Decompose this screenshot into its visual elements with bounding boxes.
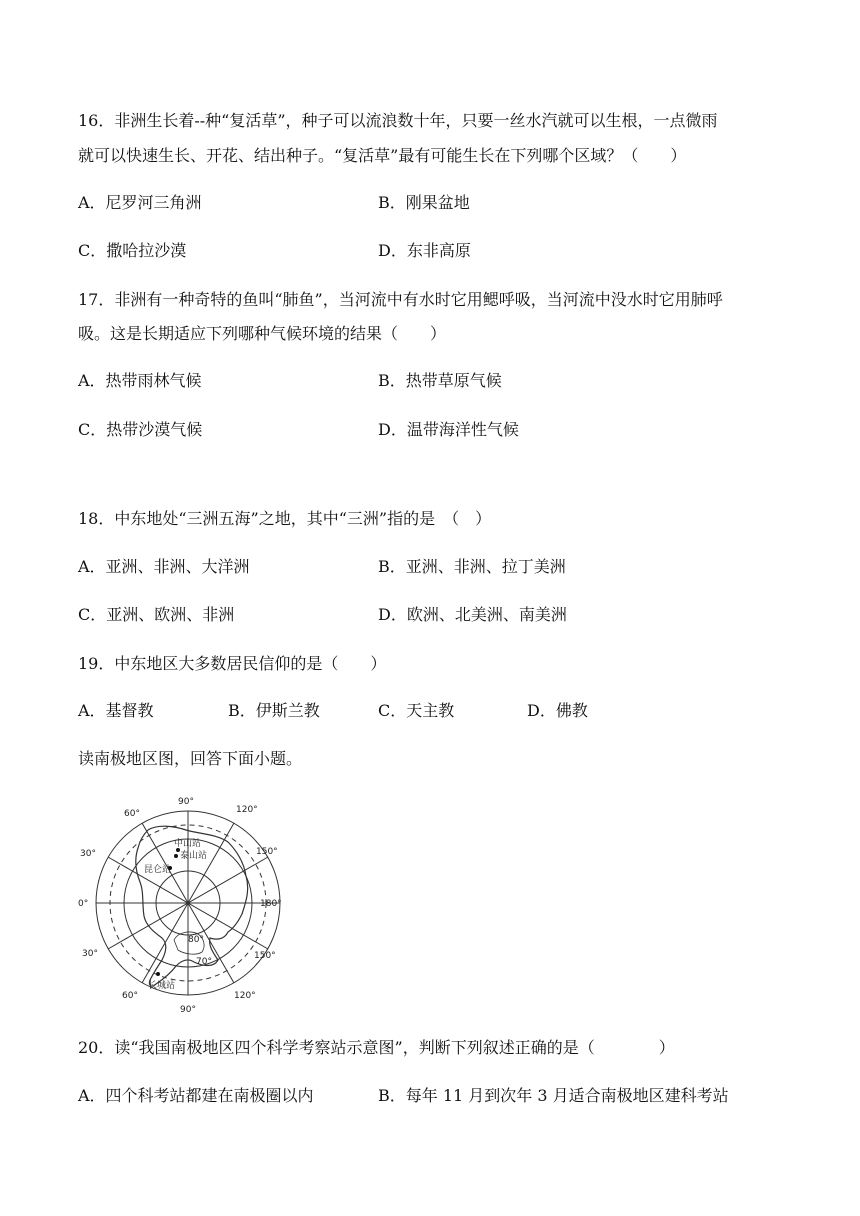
q17-option-a[interactable]: A．热带雨林气候 [78, 371, 202, 390]
label-lon-30-top: 30° [80, 849, 96, 859]
label-lon-150-bottom: 150° [254, 951, 276, 961]
q18-option-c[interactable]: C．亚洲、欧洲、非洲 [78, 605, 235, 624]
label-lon-120-bottom: 120° [234, 991, 256, 1001]
label-lat-70: 70° [196, 957, 212, 967]
label-taishan-station: 泰山站 [180, 851, 208, 861]
q20-option-b[interactable]: B．每年 11 月到次年 3 月适合南极地区建科考站 [378, 1086, 729, 1105]
label-lon-60-top: 60° [124, 809, 140, 819]
q18-option-a[interactable]: A．亚洲、非洲、大洋洲 [78, 557, 250, 576]
q19-option-c[interactable]: C．天主教 [378, 701, 455, 720]
map-intro-text: 读南极地区图，回答下面小题。 [78, 749, 303, 768]
q16-stem-line1: 16．非洲生长着--种“复活草”，种子可以流浪数十年，只要一丝水汽就可以生根，一点微雨 [78, 111, 718, 130]
q17-option-d[interactable]: D．温带海洋性气候 [378, 420, 519, 439]
label-lon-150-top: 150° [256, 847, 278, 857]
label-lon-0: 0° [78, 899, 89, 909]
q18-option-d[interactable]: D．欧洲、北美洲、南美洲 [378, 605, 567, 624]
label-lat-80: 80° [188, 935, 204, 945]
q16-option-c[interactable]: C．撒哈拉沙漠 [78, 241, 187, 260]
q17-stem-line2: 吸。这是长期适应下列哪种气候环境的结果（ ） [78, 324, 447, 343]
taishan-station-dot [174, 854, 178, 858]
q19-option-a[interactable]: A．基督教 [78, 701, 154, 720]
q16-option-d[interactable]: D．东非高原 [378, 241, 471, 260]
label-lon-90-bottom: 90° [180, 1005, 196, 1015]
q16-option-a[interactable]: A．尼罗河三角洲 [78, 193, 202, 212]
q18-option-b[interactable]: B．亚洲、非洲、拉丁美洲 [378, 557, 566, 576]
label-lon-180: 180° [260, 899, 282, 909]
q19-stem: 19．中东地区大多数居民信仰的是（ ） [78, 654, 387, 673]
q17-stem-line1: 17．非洲有一种奇特的鱼叫“肺鱼”，当河流中有水时它用鳃呼吸，当河流中没水时它用肺呼 [78, 290, 723, 309]
label-lon-90-top: 90° [178, 797, 194, 807]
label-changcheng-station: 长城站 [148, 981, 176, 991]
q18-stem: 18．中东地处“三洲五海”之地，其中“三洲”指的是 （ ） [78, 509, 492, 528]
q19-option-b[interactable]: B．伊斯兰教 [228, 701, 320, 720]
label-lon-60-bottom: 60° [122, 991, 138, 1001]
label-kunlun-station: 昆仑站 [144, 865, 172, 875]
q20-option-a[interactable]: A．四个科考站都建在南极圈以内 [78, 1086, 314, 1105]
antarctica-map [78, 790, 282, 1015]
q19-option-d[interactable]: D．佛教 [527, 701, 588, 720]
label-zhongshan-station: 中山站 [174, 839, 202, 849]
q17-option-b[interactable]: B．热带草原气候 [378, 371, 502, 390]
label-lon-120-top: 120° [236, 805, 258, 815]
q16-stem-line2: 就可以快速生长、开花、结出种子。“复活草”最有可能生长在下列哪个区域？（ ） [78, 146, 687, 165]
label-lon-30-bottom: 30° [82, 949, 98, 959]
changcheng-station-dot [156, 972, 160, 976]
q16-option-b[interactable]: B．刚果盆地 [378, 193, 470, 212]
q17-option-c[interactable]: C．热带沙漠气候 [78, 420, 203, 439]
q20-stem: 20．读“我国南极地区四个科学考察站示意图”，判断下列叙述正确的是（ ） [78, 1038, 675, 1057]
